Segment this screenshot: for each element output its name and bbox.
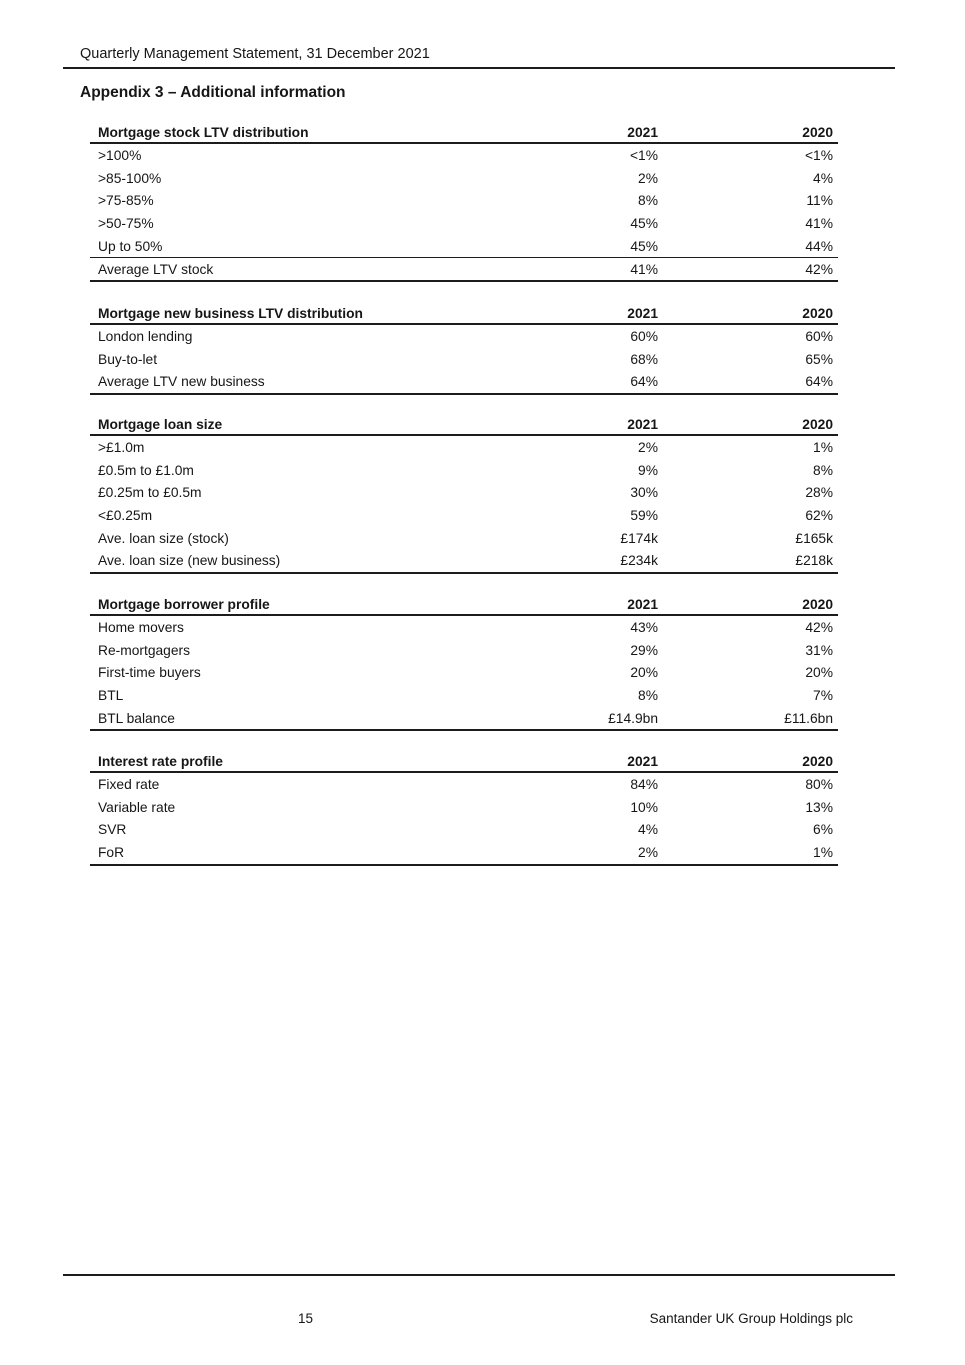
row-value-2020: 42% <box>805 619 833 635</box>
table-row <box>90 504 838 527</box>
column-header-2021: 2021 <box>627 124 658 140</box>
row-value-2021: 84% <box>630 776 658 792</box>
table-mortgage-new-business-ltv-distribution <box>90 303 838 395</box>
row-value-2020: 41% <box>805 215 833 231</box>
table-row <box>90 144 838 167</box>
row-value-2020: 44% <box>805 238 833 254</box>
row-value-2020: 8% <box>813 462 833 478</box>
row-value-2021: 29% <box>630 642 658 658</box>
row-value-2021: 2% <box>638 439 658 455</box>
table-row <box>90 167 838 190</box>
row-value-2020: 7% <box>813 687 833 703</box>
table-row <box>90 257 838 280</box>
table-header-row <box>90 594 838 616</box>
row-value-2021: 59% <box>630 507 658 523</box>
row-value-2021: 41% <box>630 261 658 277</box>
row-value-2021: £174k <box>620 530 658 546</box>
table-row <box>90 481 838 504</box>
column-header-2020: 2020 <box>802 305 833 321</box>
table-row <box>90 527 838 550</box>
table-row <box>90 549 838 572</box>
row-value-2021: 2% <box>638 844 658 860</box>
table-row <box>90 684 838 707</box>
column-header-2020: 2020 <box>802 124 833 140</box>
table-row <box>90 212 838 235</box>
row-value-2020: 20% <box>805 665 833 681</box>
row-value-2020: 62% <box>805 507 833 523</box>
row-label: Buy-to-let <box>98 351 158 367</box>
table-body <box>90 436 838 572</box>
row-value-2021: 4% <box>638 822 658 838</box>
row-value-2021: 64% <box>630 374 658 390</box>
table-title: Interest rate profile <box>98 753 223 769</box>
table-interest-rate-profile <box>90 751 838 866</box>
table-row <box>90 370 838 393</box>
row-value-2020: 64% <box>805 374 833 390</box>
table-mortgage-loan-size <box>90 414 838 574</box>
row-value-2020: £218k <box>795 553 833 569</box>
row-value-2020: 60% <box>805 328 833 344</box>
document-header <box>63 46 895 69</box>
table-row <box>90 661 838 684</box>
row-value-2021: 2% <box>638 170 658 186</box>
row-value-2020: £11.6bn <box>784 710 833 726</box>
row-label: £0.5m to £1.0m <box>98 462 194 478</box>
row-value-2020: 31% <box>805 642 833 658</box>
row-value-2020: 28% <box>805 485 833 501</box>
row-value-2021: £14.9bn <box>608 710 658 726</box>
row-value-2021: 68% <box>630 351 658 367</box>
row-label: BTL <box>98 687 124 703</box>
row-label: First-time buyers <box>98 665 201 681</box>
row-value-2021: 20% <box>630 665 658 681</box>
table-row <box>90 459 838 482</box>
row-value-2021: 43% <box>630 619 658 635</box>
table-title: Mortgage stock LTV distribution <box>98 124 309 140</box>
row-value-2020: 42% <box>805 261 833 277</box>
table-row <box>90 189 838 212</box>
row-label: Average LTV new business <box>98 374 265 390</box>
table-row <box>90 348 838 371</box>
row-value-2020: 4% <box>813 170 833 186</box>
row-label: London lending <box>98 328 193 344</box>
table-row <box>90 325 838 348</box>
table-body <box>90 773 838 864</box>
footer-divider <box>63 1274 895 1276</box>
row-label: SVR <box>98 822 127 838</box>
row-value-2021: 10% <box>630 799 658 815</box>
document-footer <box>63 1311 895 1329</box>
row-value-2021: 30% <box>630 485 658 501</box>
table-row <box>90 707 838 730</box>
row-label: Average LTV stock <box>98 261 214 277</box>
row-value-2021: <1% <box>630 147 658 163</box>
table-title: Mortgage new business LTV distribution <box>98 305 363 321</box>
row-label: >75-85% <box>98 193 154 209</box>
row-value-2020: 1% <box>813 439 833 455</box>
row-value-2021: 45% <box>630 215 658 231</box>
row-label: Ave. loan size (new business) <box>98 553 281 569</box>
row-label: <£0.25m <box>98 507 153 523</box>
table-row <box>90 235 838 258</box>
row-label: Home movers <box>98 619 184 635</box>
table-header-row <box>90 303 838 325</box>
table-title: Mortgage borrower profile <box>98 596 270 612</box>
row-value-2020: 65% <box>805 351 833 367</box>
column-header-2021: 2021 <box>627 416 658 432</box>
table-row <box>90 639 838 662</box>
row-label: >50-75% <box>98 215 154 231</box>
column-header-2020: 2020 <box>802 416 833 432</box>
table-title: Mortgage loan size <box>98 416 223 432</box>
row-value-2020: <1% <box>805 147 833 163</box>
table-row <box>90 818 838 841</box>
page-number: 15 <box>298 1311 314 1326</box>
row-value-2021: £234k <box>620 553 658 569</box>
table-body <box>90 144 838 280</box>
table-mortgage-borrower-profile <box>90 594 838 731</box>
row-value-2021: 60% <box>630 328 658 344</box>
row-label: FoR <box>98 844 125 860</box>
table-header-row <box>90 414 838 436</box>
row-label: £0.25m to £0.5m <box>98 485 202 501</box>
table-row <box>90 796 838 819</box>
row-label: BTL balance <box>98 710 175 726</box>
column-header-2021: 2021 <box>627 596 658 612</box>
column-header-2021: 2021 <box>627 753 658 769</box>
table-header-row <box>90 751 838 773</box>
row-value-2020: 80% <box>805 776 833 792</box>
table-row <box>90 616 838 639</box>
row-label: >100% <box>98 147 142 163</box>
row-value-2020: £165k <box>795 530 833 546</box>
footer-company-name: Santander UK Group Holdings plc <box>649 1311 853 1326</box>
table-header-row <box>90 122 838 144</box>
row-label: Fixed rate <box>98 776 160 792</box>
row-value-2021: 45% <box>630 238 658 254</box>
row-value-2021: 8% <box>638 687 658 703</box>
row-label: Ave. loan size (stock) <box>98 530 229 546</box>
row-value-2020: 6% <box>813 822 833 838</box>
column-header-2020: 2020 <box>802 753 833 769</box>
row-value-2020: 11% <box>806 193 833 209</box>
table-row <box>90 773 838 796</box>
row-label: Up to 50% <box>98 238 163 254</box>
column-header-2020: 2020 <box>802 596 833 612</box>
row-label: >£1.0m <box>98 439 145 455</box>
row-label: >85-100% <box>98 170 162 186</box>
document-header-text: Quarterly Management Statement, 31 December 2021 <box>80 46 430 62</box>
table-row <box>90 436 838 459</box>
table-body <box>90 616 838 729</box>
row-value-2020: 1% <box>813 844 833 860</box>
table-body <box>90 325 838 393</box>
row-value-2020: 13% <box>805 799 833 815</box>
row-label: Variable rate <box>98 799 176 815</box>
row-value-2021: 8% <box>638 193 658 209</box>
row-value-2021: 9% <box>638 462 658 478</box>
table-row <box>90 841 838 864</box>
row-label: Re-mortgagers <box>98 642 191 658</box>
table-mortgage-stock-ltv-distribution <box>90 122 838 282</box>
page-title: Appendix 3 – Additional information <box>80 84 346 101</box>
column-header-2021: 2021 <box>627 305 658 321</box>
